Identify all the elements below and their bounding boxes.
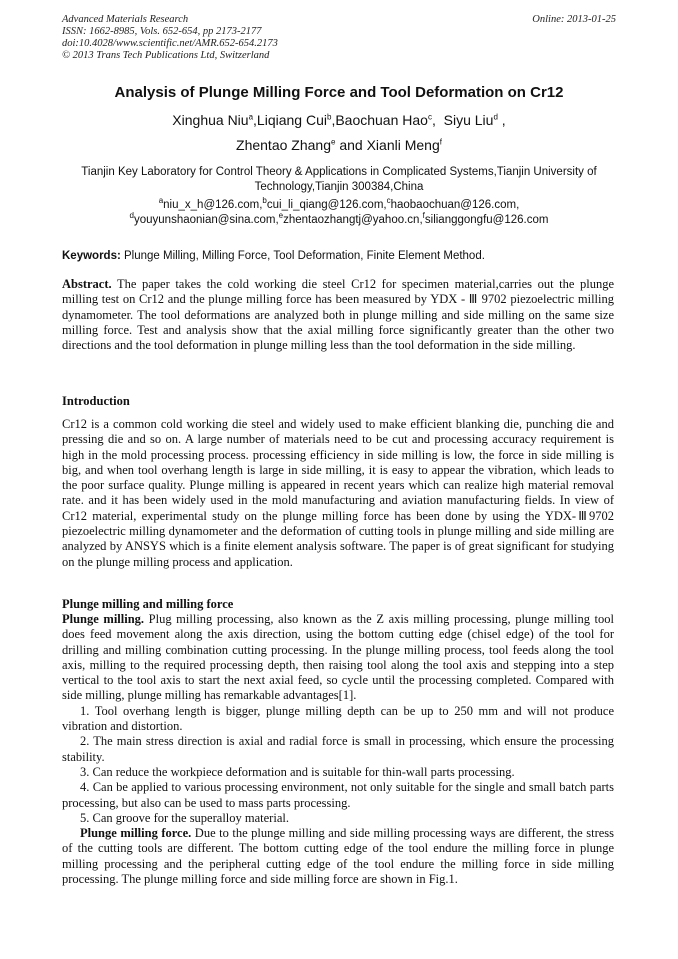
author-separator: and [335,137,367,153]
advantage-item: 5. Can groove for the superalloy material. [80,810,289,825]
author-sup: c [427,112,432,122]
paragraph-text: Plug milling processing, also known as the Z axis milling processing, plunge milling tool does feed movement along the axis direction, using the bottom cutting edge (chisel edge) of the tool for drilling and milling combination cutting processing. In the plunge milling process, tool feeds along the tool axis, milling to the required processing depth, then raising tool along the tool axis and stepping into a step vertical to the tool axis to start the next axial feed, so cycle until the processing completed. Compared with side milling, plunge milling has remarkable advantages[1]. [62,612,614,703]
author-name: Liqiang Cui [256,112,327,128]
author-sup: d [493,112,498,122]
email-sup: f [422,211,425,221]
email-address: youyunshaonian@sina.com, [133,214,279,226]
email-address: cui_li_qiang@126.com, [266,199,387,211]
author-separator: , [253,112,257,128]
advantage-item: 4. Can be applied to various processing environment, not only suitable for the single and small batch parts processing, but also can be used to mass parts processing. [62,780,614,810]
affiliation: Tianjin Key Laboratory for Control Theory & Applications in Complicated Systems,Tianjin University of Technology,Tianjin 300384,China [81,166,597,193]
advantage-item: 1. Tool overhang length is bigger, plunge milling depth can be up to 250 mm and will not produce vibration and distortion. [62,703,614,734]
online-date: Online: 2013-01-25 [532,14,616,25]
email-sup: d [129,211,134,221]
email-sup: c [386,196,391,206]
author-sup: b [326,112,332,122]
email-sup: a [158,196,164,206]
author-line-2 [0,137,678,153]
doi-line: doi:10.4028/www.scientific.net/AMR.652-654.2173 [62,38,278,49]
journal-header [62,14,616,62]
copyright-line: © 2013 Trans Tech Publications Ltd, Switzerland [62,50,270,61]
email-address: silianggongfu@126.com [424,214,549,226]
author-sup: a [248,112,254,122]
section-heading: Plunge milling and milling force [62,597,234,611]
email-address: zhentaozhangtj@yahoo.cn, [283,214,423,226]
introduction-heading: Introduction [62,394,130,408]
paragraph-label: Plunge milling force. [80,826,192,841]
author-separator: , [497,112,506,128]
keywords [62,249,616,263]
email-sup: e [278,211,284,221]
section-body [62,612,614,887]
paragraph-text: Due to the plunge milling and side milling processing ways are different, the stress of the cutting tools are different. The bottom cutting edge of the tool endure the milling force in plunge milling processing and the peripheral cutting edge of the tool endure the milling force in side milling processing. The plunge milling force and side milling force are shown in Fig.1. [62,826,615,887]
abstract-label: Abstract. [62,277,112,291]
email-address: haobaochuan@126.com, [390,199,520,211]
author-sup: f [439,137,442,147]
paragraph-label: Plunge milling. [62,612,145,626]
author-separator: , [431,112,444,128]
advantage-item: 2. The main stress direction is axial and radial force is small in processing, which ensure the processing stability. [62,734,614,764]
author-separator: , [331,112,336,128]
author-emails [62,198,616,228]
author-name: Zhentao Zhang [236,137,331,153]
email-address: niu_x_h@126.com, [163,199,263,211]
abstract [62,277,614,353]
author-name: Siyu Liu [443,112,494,128]
plunge-force-paragraph [62,826,614,887]
keywords-text: Plunge Milling, Milling Force, Tool Deformation, Finite Element Method. [120,250,485,262]
author-sup: e [330,137,336,147]
author-name: Baochuan Hao [335,112,428,128]
abstract-text: The paper takes the cold working die steel Cr12 for specimen material,carries out the plunge milling test on Cr12 and the plunge milling force has been measured by YDX - Ⅲ 9702 piezoelectric milling dynamometer. The tool deformations are analyzed both in plunge milling and side milling on the same size milling force. Test and analysis show that the axial milling force significantly greater than the other two directions and the tool deformation in plunge milling less than the tool deformation in the side milling. [62,277,614,353]
email-sup: b [262,196,267,206]
plunge-milling-paragraph [62,612,614,704]
paper-title: Analysis of Plunge Milling Force and Tool Deformation on Cr12 [114,84,564,101]
advantage-item: 3. Can reduce the workpiece deformation and is suitable for thin-wall parts processing. [80,764,515,779]
journal-name: Advanced Materials Research [62,14,189,25]
author-name: Xinghua Niu [172,112,249,128]
author-line-1 [0,112,678,128]
introduction-text: Cr12 is a common cold working die steel and widely used to make efficient blanking die, punching die and pressing die and so on. A large number of materials need to be cut and processing accuracy requirement is high in the mold processing process. processing efficiency in side milling is low, the force in side milling is big, and when tool overhang length is large in side milling, it is easy to appear the vibration, which leads to the poor surface quality. Plunge milling is appeared in recent years which can realize high material removal rate. and it has been widely used in the mold manufacturing and aviation manufacturing fields. In view of Cr12 material, experimental study on the plunge milling force has been done by using the YDX-Ⅲ9702 piezoelectric milling dynamometer and the deformation of cutting tools in plunge milling and side milling are analyzed by ANSYS which is a finite element analysis software. The paper is of great significant for studying on the plunge milling process and application. [62,417,614,569]
issn-line: ISSN: 1662-8985, Vols. 652-654, pp 2173-2177 [62,26,262,37]
keywords-label: Keywords: [62,250,121,262]
author-name: Xianli Meng [366,137,440,153]
